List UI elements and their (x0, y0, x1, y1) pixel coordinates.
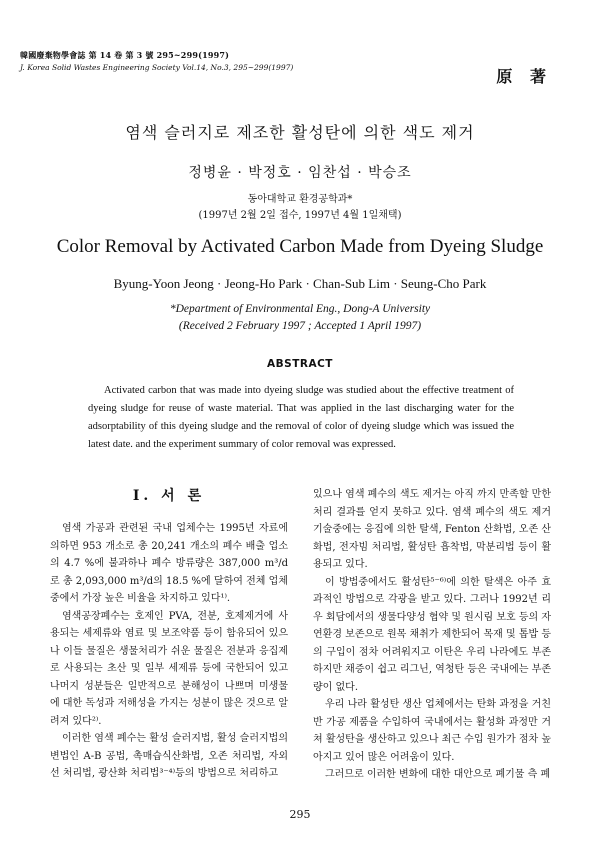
left-column (50, 486, 288, 783)
body-paragraph: 이러한 염색 폐수는 활성 슬러지법, 활성 슬러지법의 변법인 A-B 공법, 촉매습식산화법, 오존 처리법, 자외선 처리법, 광산화 처리법³⁻⁴⁾등의 방법으로 처리하고 (50, 733, 288, 779)
journal-header (20, 50, 440, 72)
title-english: Color Removal by Activated Carbon Made from Dyeing Sludge (56, 236, 544, 257)
body-paragraph: 그러므로 이러한 변화에 대한 대안으로 폐기물 측 폐 (325, 769, 551, 780)
article-type-label: 原 著 (496, 67, 552, 86)
body-paragraph: 염색 가공과 관련된 국내 업체수는 1995년 자료에 의하면 953 개소로 총 20,241 개소의 폐수 배출 업소의 4.7 %에 불과하나 폐수 방류량은 387,000 m³/d 로 총 2,093,000 m³/d의 18.5 %에 달하여 전체 업체중에서 가장 높은 비율을 차지하고 있다¹⁾. (50, 523, 288, 604)
abstract-text: Activated carbon that was made into dyeing sludge was studied about the effective treatment of dyeing sludge for reuse of waste material. That was applied in the last discharging water for the adsorptability of this dyeing sludge and the removal of color of dyeing sludge which was issued the latest date. and the experiment summary of color removal was expressed. (88, 385, 514, 450)
authors-english: Byung-Yoon Jeong · Jeong-Ho Park · Chan-Sub Lim · Seung-Cho Park (113, 276, 487, 291)
body-paragraph: 우리 나라 활성탄 생산 업체에서는 탄화 과정을 거친 반 가공 제품을 수입하여 국내에서는 활성화 과정만 거쳐 활성탄을 생산하고 있으나 최근 수입 원가가 점차 높아지고 있어 많은 어려움이 있다. (313, 699, 551, 763)
affiliation-english: *Department of Environmental Eng., Dong-A University (169, 303, 431, 315)
dates-korean: (1997년 2월 2일 접수, 1997년 4월 1일채택) (198, 210, 402, 221)
body-paragraph: 이 방법중에서도 활성탄⁵⁻⁶⁾에 의한 탈색은 아주 효과적인 방법으로 각광을 받고 있다. 그러나 1992년 리우 회담에서의 생물다양성 협약 및 원시림 보호 등의 자연환경 보존으로 원목 채취가 제한되어 목재 및 톱밥 등의 구입이 점차 어려워지고 이탄은 우리 나라에도 부존하지만 채증이 쉽고 리그닌, 역청탄 등은 국내에는 부존량이 없다. (313, 576, 551, 693)
title-korean: 염색 슬러지로 제조한 활성탄에 의한 색도 제거 (125, 123, 475, 142)
authors-korean: 정병윤 · 박정호 · 임찬섭 · 박승조 (188, 165, 412, 181)
right-column (313, 486, 551, 784)
section-heading: I. 서 론 (132, 488, 206, 504)
body-paragraph: 염색공장폐수는 호제인 PVA, 전분, 호제제거에 사용되는 세제류와 염료 및 보조약품 등이 함유되어 있으나 이들 물질은 생물처리가 쉬운 물질은 전분과 응집제로 사용되는 초산 및 일부 세제류 등에 국한되어 있고 나머지 성분들은 일반적으로 분해성이 나쁘며 미생물에 대한 독성과 저해성을 가지는 성분이 많은 것으로 알려져 있다²⁾. (50, 610, 288, 727)
page-number: 295 (289, 808, 311, 821)
journal-name-korean: 韓國廢棄物學會誌 第 14 卷 第 3 號 295~299(1997) (20, 50, 230, 60)
affiliation-korean: 동아대학교 환경공학과* (247, 194, 353, 205)
body-paragraph: 있으나 염색 폐수의 색도 제거는 아직 까지 만족할 만한 처리 결과를 얻지 못하고 있다. 염색 폐수의 색도 제거 기술중에는 응집에 의한 탈색, Fenton 산화법, 오존 산화법, 전자빔 처리법, 활성탄 흡착법, 막분리법 등이 활용되고 있다. (313, 489, 551, 570)
journal-name-english: J. Korea Solid Wastes Engineering Society Vol.14, No.3, 295~299(1997) (20, 63, 294, 72)
dates-english: (Received 2 February 1997 ; Accepted 1 April 1997) (178, 320, 422, 332)
abstract-heading: ABSTRACT (267, 358, 333, 370)
